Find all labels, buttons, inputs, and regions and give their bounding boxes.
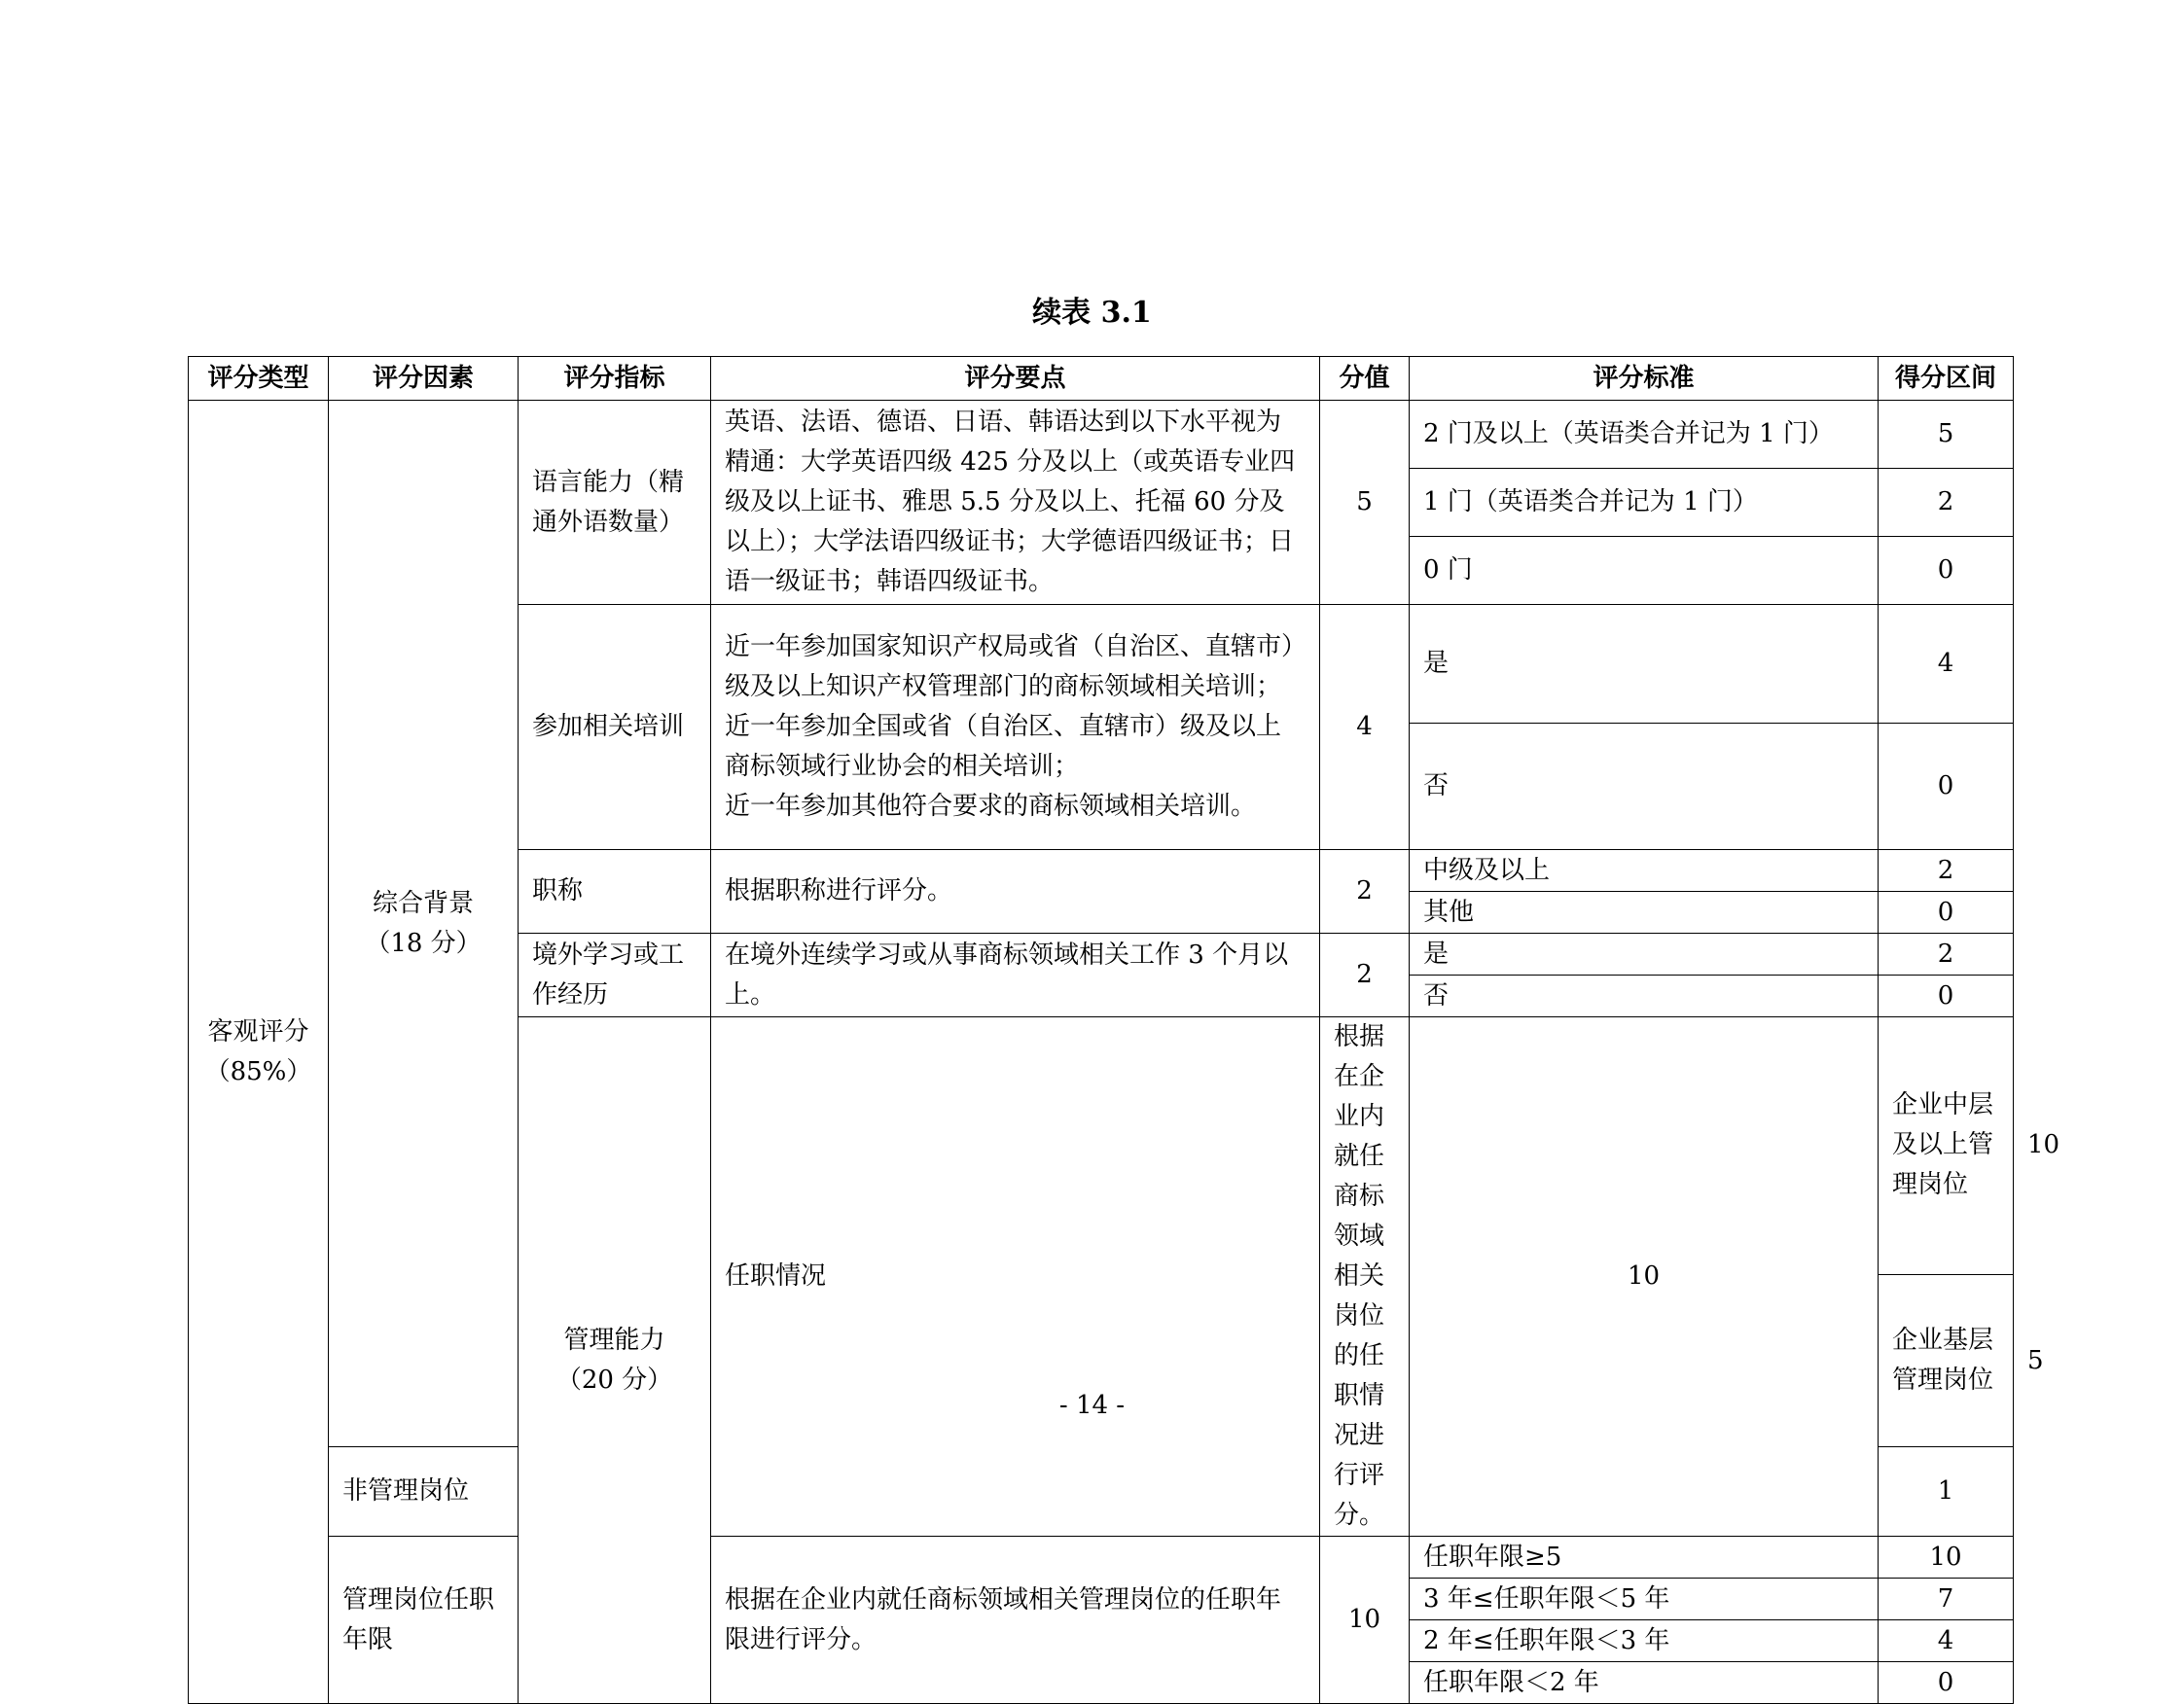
indicator-name: 管理岗位任职年限 (329, 1537, 519, 1704)
factor-score: （20 分） (555, 1365, 673, 1395)
table-row: 企业基层管理岗位 5 (189, 1274, 2014, 1446)
header-cell: 评分指标 (519, 357, 711, 401)
score-type-label: 客观评分 (207, 1016, 309, 1047)
indicator-points-line: 近一年参加全国或省（自治区、直辖市）级及以上商标领域行业协会的相关培训； (725, 712, 1282, 781)
table-row (189, 401, 2014, 469)
criteria-standard: 企业基层管理岗位 (1879, 1274, 2014, 1446)
factor-cell (329, 401, 519, 1447)
indicator-points: 英语、法语、德语、日语、韩语达到以下水平视为精通：大学英语四级 425 分及以上（或英语专业四级及以上证书、雅思 5.5 分及以上、托福 60 分及以上）；大学法语四级证书；大学德语四级证书；日语一级证书；韩语四级证书。 (711, 401, 1320, 605)
indicator-points: 根据在企业内就任商标领域相关岗位的任职情况进行评分。 (1320, 1017, 1410, 1537)
criteria-range: 0 (1879, 976, 2014, 1017)
indicator-points: 根据职称进行评分。 (711, 850, 1320, 934)
criteria-standard: 企业中层及以上管理岗位 (1879, 1017, 2014, 1275)
criteria-standard: 2 门及以上（英语类合并记为 1 门） (1410, 401, 1879, 469)
header-cell: 分值 (1320, 357, 1410, 401)
table-row: 管理能力 （20 分） 任职情况 根据在企业内就任商标领域相关岗位的任职情况进行评分。 10 企业中层及以上管理岗位 10 (189, 1017, 2014, 1275)
factor-name: 管理能力 (563, 1325, 665, 1355)
indicator-value: 10 (1410, 1017, 1879, 1537)
criteria-range: 2 (1879, 469, 2014, 537)
criteria-standard: 0 门 (1410, 537, 1879, 605)
score-type-cell (189, 401, 329, 1704)
indicator-value: 2 (1320, 934, 1410, 1017)
criteria-range: 0 (1879, 892, 2014, 934)
criteria-range: 0 (1879, 537, 2014, 605)
criteria-standard: 否 (1410, 724, 1879, 850)
criteria-range: 2 (1879, 934, 2014, 976)
criteria-range: 7 (1879, 1579, 2014, 1620)
scoring-table (188, 356, 2060, 1704)
criteria-range: 2 (1879, 850, 2014, 892)
indicator-value: 2 (1320, 850, 1410, 934)
criteria-range: 4 (1879, 1620, 2014, 1662)
indicator-name: 语言能力（精通外语数量） (519, 401, 711, 605)
criteria-range: 0 (1879, 1662, 2014, 1704)
header-cell: 评分要点 (711, 357, 1320, 401)
indicator-value: 4 (1320, 605, 1410, 850)
header-cell: 评分类型 (189, 357, 329, 401)
criteria-standard: 1 门（英语类合并记为 1 门） (1410, 469, 1879, 537)
indicator-points (711, 605, 1320, 850)
indicator-points: 在境外连续学习或从事商标领域相关工作 3 个月以上。 (711, 934, 1320, 1017)
criteria-standard: 中级及以上 (1410, 850, 1879, 892)
criteria-standard: 非管理岗位 (329, 1447, 519, 1537)
indicator-points-line: 近一年参加国家知识产权局或省（自治区、直辖市）级及以上知识产权管理部门的商标领域相关培训； (725, 632, 1295, 701)
criteria-range: 1 (1879, 1447, 2014, 1537)
factor-name: 综合背景 (372, 888, 474, 918)
indicator-points: 根据在企业内就任商标领域相关管理岗位的任职年限进行评分。 (711, 1537, 1320, 1704)
criteria-standard: 是 (1410, 605, 1879, 724)
criteria-standard: 3 年≤任职年限＜5 年 (1410, 1579, 1879, 1620)
indicator-points-line: 近一年参加其他符合要求的商标领域相关培训。 (725, 792, 1257, 821)
criteria-range: 4 (1879, 605, 2014, 724)
criteria-range: 0 (1879, 724, 2014, 850)
criteria-range: 5 (1879, 401, 2014, 469)
criteria-standard: 其他 (1410, 892, 1879, 934)
header-cell: 评分标准 (1410, 357, 1879, 401)
header-cell: 评分因素 (329, 357, 519, 401)
score-type-percent: （85%） (204, 1056, 312, 1086)
criteria-standard: 任职年限＜2 年 (1410, 1662, 1879, 1704)
indicator-value: 10 (1320, 1537, 1410, 1704)
indicator-name: 任职情况 (711, 1017, 1320, 1537)
criteria-standard: 2 年≤任职年限＜3 年 (1410, 1620, 1879, 1662)
page-number: - 14 - (1058, 1391, 1126, 1420)
indicator-name: 职称 (519, 850, 711, 934)
criteria-range: 10 (1879, 1537, 2014, 1579)
criteria-standard: 是 (1410, 934, 1879, 976)
criteria-standard: 任职年限≥5 (1410, 1537, 1879, 1579)
header-row (189, 357, 2014, 401)
factor-cell (519, 1017, 711, 1704)
indicator-value: 5 (1320, 401, 1410, 605)
table-title: 续表 3.1 (1032, 296, 1152, 330)
indicator-name: 参加相关培训 (519, 605, 711, 850)
table-row (189, 1537, 2014, 1579)
criteria-standard: 否 (1410, 976, 1879, 1017)
factor-score: （18 分） (365, 928, 482, 958)
indicator-name: 境外学习或工作经历 (519, 934, 711, 1017)
header-cell: 得分区间 (1879, 357, 2014, 401)
